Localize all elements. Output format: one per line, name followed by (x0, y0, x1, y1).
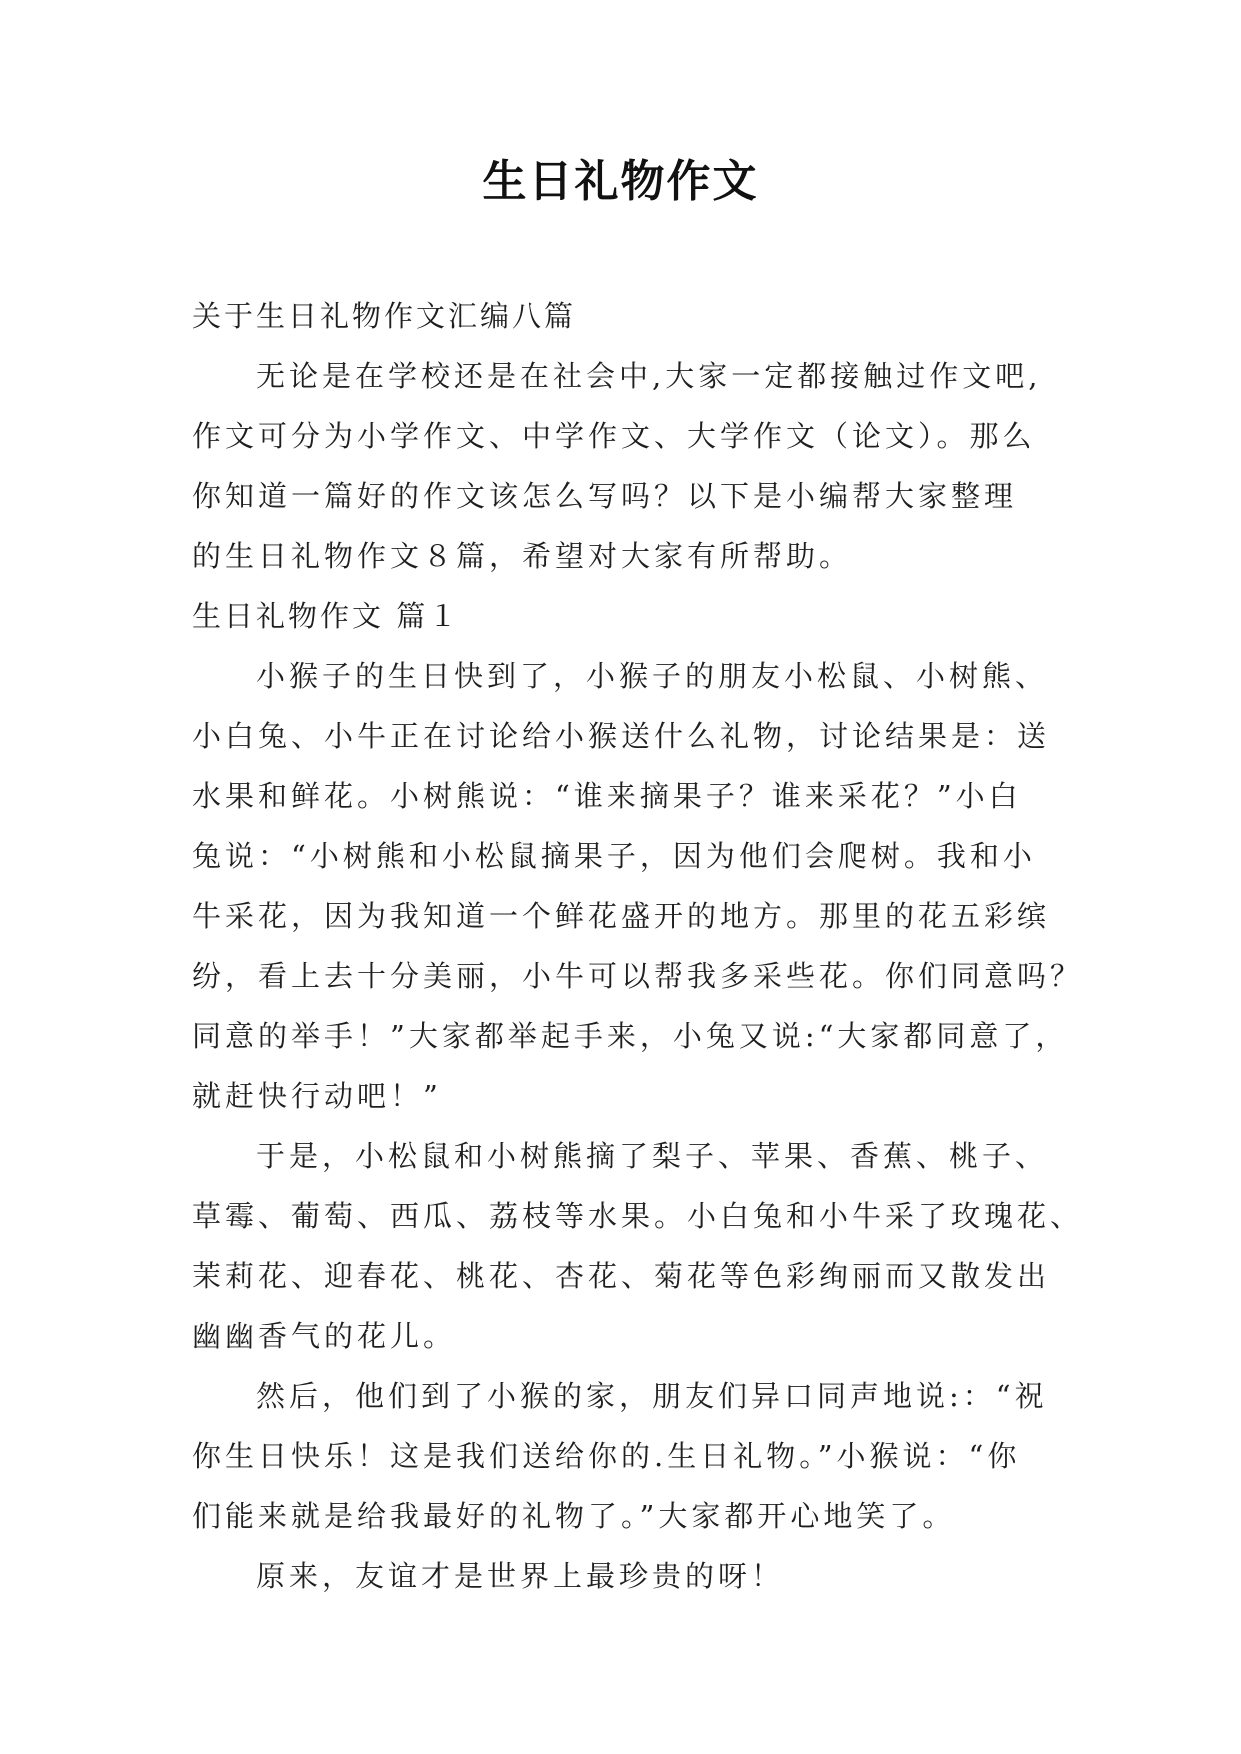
document-title: 生日礼物作文 (482, 156, 759, 207)
paragraph-line: 就赶快行动吧！” (192, 1079, 442, 1113)
paragraph-line: 茉莉花、迎春花、桃花、杏花、菊花等色彩绚丽而又散发出 (192, 1259, 1051, 1293)
paragraph-line: 们能来就是给我最好的礼物了。”大家都开心地笑了。 (192, 1499, 956, 1533)
collection-subtitle: 关于生日礼物作文汇编八篇 (192, 299, 577, 333)
story-paragraph (192, 1546, 1072, 1606)
paragraph-line: 小猴子的生日快到了，小猴子的朋友小松鼠、小树熊、 (256, 659, 1049, 693)
paragraph-line: 同意的举手！”大家都举起手来，小兔又说:“大家都同意了， (192, 1019, 1069, 1053)
story-paragraph (192, 1126, 1084, 1366)
paragraph-line: 作文可分为小学作文、中学作文、大学作文（论文）。那么 (192, 419, 1036, 453)
paragraph-line: 兔说：“小树熊和小松鼠摘果子，因为他们会爬树。我和小 (192, 839, 1036, 873)
paragraph-line: 草霉、葡萄、西瓜、荔枝等水果。小白兔和小牛采了玫瑰花、 (192, 1199, 1084, 1233)
story-paragraph (192, 1366, 1072, 1546)
paragraph-line: 的生日礼物作文８篇，希望对大家有所帮助。 (192, 539, 853, 573)
paragraph-line: 你知道一篇好的作文该怎么写吗？以下是小编帮大家整理 (192, 479, 1018, 513)
paragraph-line: 水果和鲜花。小树熊说：“谁来摘果子？谁来采花？”小白 (192, 779, 1022, 813)
paragraph-line: 无论是在学校还是在社会中,大家一定都接触过作文吧, (256, 359, 1042, 393)
paragraph-line: 原来，友谊才是世界上最珍贵的呀！ (256, 1559, 785, 1593)
document-body (192, 286, 1084, 1606)
paragraph-line: 于是，小松鼠和小树熊摘了梨子、苹果、香蕉、桃子、 (256, 1139, 1049, 1173)
section-heading: 生日礼物作文 篇１ (192, 599, 461, 633)
paragraph-line: 然后，他们到了小猴的家，朋友们异口同声地说:：“祝 (256, 1379, 1048, 1413)
paragraph-line: 你生日快乐！这是我们送给你的.生日礼物。”小猴说：“你 (192, 1439, 1021, 1473)
paragraph-line: 纷，看上去十分美丽，小牛可以帮我多采些花。你们同意吗？ (192, 959, 1084, 993)
paragraph-line: 牛采花，因为我知道一个鲜花盛开的地方。那里的花五彩缤 (192, 899, 1051, 933)
paragraph-line: 小白兔、小牛正在讨论给小猴送什么礼物，讨论结果是：送 (192, 719, 1051, 753)
paragraph-line: 幽幽香气的花儿。 (192, 1319, 457, 1353)
story-paragraph (192, 646, 1084, 1126)
intro-paragraph (192, 346, 1072, 586)
